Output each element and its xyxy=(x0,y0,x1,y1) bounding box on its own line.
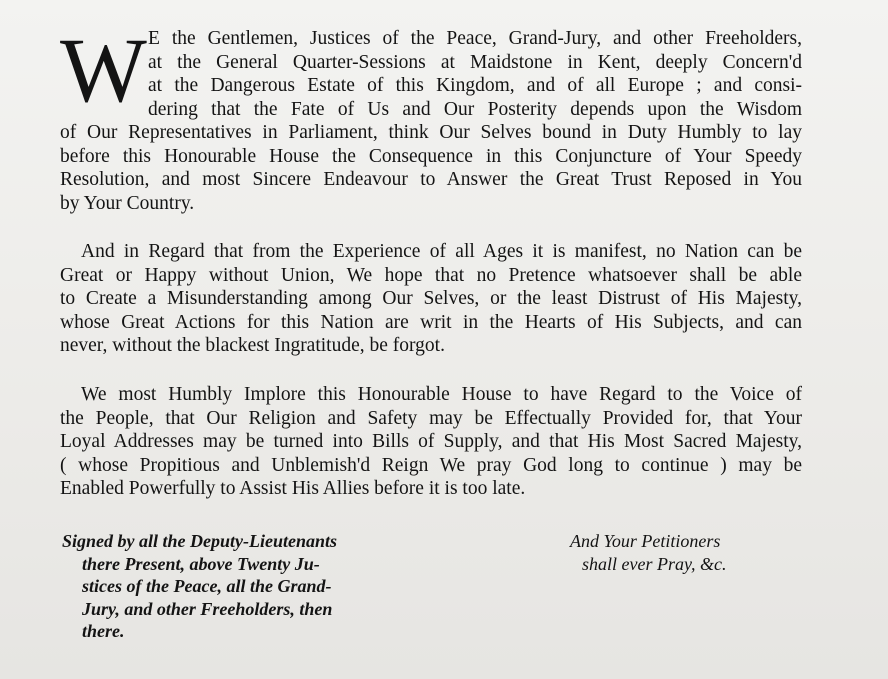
text-line: Enabled Powerfully to Assist His Allies before it is too late. xyxy=(60,478,526,499)
text-line: And in Regard that from the Experience of all Ages it is manifest, no Nation can be xyxy=(81,241,802,262)
text-line: at the Dangerous Estate of this Kingdom, and of all Europe ; and consi- xyxy=(148,75,802,96)
text-line: never, without the blackest Ingratitude, be forgot. xyxy=(60,335,445,356)
text-line: shall ever Pray, &c. xyxy=(582,553,727,574)
text-line: to Create a Misunderstanding among Our Selves, or the least Distrust of His Majesty, xyxy=(60,288,802,309)
text-line: of Our Representatives in Parliament, think Our Selves bound in Duty Humbly to lay xyxy=(60,122,802,143)
text-line: whose Great Actions for this Nation are writ in the Hearts of His Subjects, and can xyxy=(60,311,802,333)
text-line: Great or Happy without Union, We hope that no Pretence whatsoever shall be able xyxy=(60,264,802,286)
text-line: there. xyxy=(82,621,125,641)
text-line: by Your Country. xyxy=(60,192,195,214)
text-line: there Present, above Twenty Ju- xyxy=(82,553,320,574)
text-line: Jury, and other Freeholders, then xyxy=(82,598,333,619)
text-line: Resolution, and most Sincere Endeavour to Answer the Great Trust Reposed in You xyxy=(60,169,802,190)
paragraph-union xyxy=(60,240,802,358)
text-line: the People, that Our Religion and Safety may be Effectually Provided for, that Your xyxy=(60,407,802,429)
text-line: Loyal Addresses may be turned into Bills of Supply, and that His Most Sacred Majesty, xyxy=(60,431,802,452)
paragraph-implore xyxy=(60,383,802,501)
text-line: And Your Petitioners xyxy=(570,531,721,551)
text-line: at the General Quarter-Sessions at Maidstone in Kent, deeply Concern'd xyxy=(148,51,802,73)
petitioners-closing xyxy=(570,530,770,575)
text-line: Signed by all the Deputy-Lieutenants xyxy=(62,531,338,551)
paragraph-petition-opening xyxy=(60,19,802,215)
text-line: ( whose Propitious and Unblemish'd Reign We pray God long to continue ) may be xyxy=(60,454,802,476)
text-line: dering that the Fate of Us and Our Posterity depends upon the Wisdom xyxy=(148,98,802,120)
text-line: before this Honourable House the Consequence in this Conjuncture of Your Speedy xyxy=(60,145,802,167)
signatories-note xyxy=(62,530,380,643)
text-line: E the Gentlemen, Justices of the Peace, Grand-Jury, and other Freeholders, xyxy=(148,28,802,49)
drop-cap: W xyxy=(60,19,147,121)
text-line: We most Humbly Implore this Honourable House to have Regard to the Voice of xyxy=(81,384,802,405)
text-line: stices of the Peace, all the Grand- xyxy=(82,576,332,596)
